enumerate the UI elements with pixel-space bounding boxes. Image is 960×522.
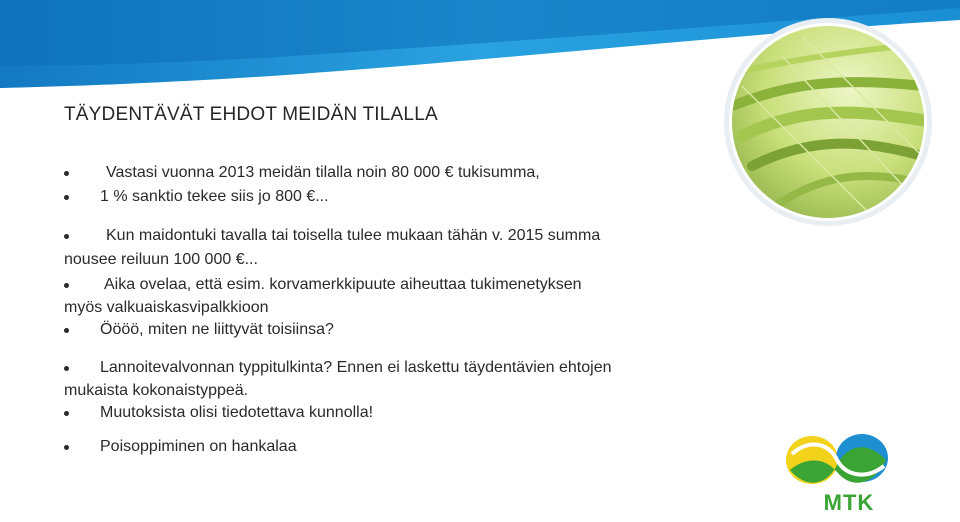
list-item-continuation: mukaista kokonaistyppeä. <box>64 382 249 399</box>
mtk-logo-text: MTK <box>823 490 875 515</box>
list-item-text: Kun maidontuki tavalla tai toisella tulee mukaan tähän v. 2015 summa <box>106 227 601 244</box>
list-item-text: Muutoksista olisi tiedotettava kunnolla! <box>100 404 374 421</box>
bullet-icon <box>64 283 69 288</box>
slide-title: TÄYDENTÄVÄT EHDOT MEIDÄN TILALLA <box>64 104 438 125</box>
list-item-text: Aika ovelaa, että esim. korvamerkkipuute aiheuttaa tukimenetyksen <box>104 276 582 293</box>
list-item-text: Vastasi vuonna 2013 meidän tilalla noin 80 000 € tukisumma, <box>106 164 540 181</box>
list-item-continuation: nousee reiluun 100 000 €... <box>64 251 258 268</box>
list-item-text: Poisoppiminen on hankalaa <box>100 438 297 455</box>
list-item-text: Öööö, miten ne liittyvät toisiinsa? <box>100 321 334 338</box>
bullet-icon <box>64 171 69 176</box>
list-item-continuation: myös valkuaiskasvipalkkioon <box>64 299 269 316</box>
bullet-icon <box>64 366 69 371</box>
bullet-icon <box>64 234 69 239</box>
bullet-icon <box>64 195 69 200</box>
list-item-text: 1 % sanktio tekee siis jo 800 €... <box>100 188 329 205</box>
list-item-text: Lannoitevalvonnan typpitulkinta? Ennen ei laskettu täydentävien ehtojen <box>100 359 612 376</box>
bullet-icon <box>64 411 69 416</box>
bullet-icon <box>64 445 69 450</box>
wheat-photo <box>722 16 934 228</box>
bullet-icon <box>64 328 69 333</box>
